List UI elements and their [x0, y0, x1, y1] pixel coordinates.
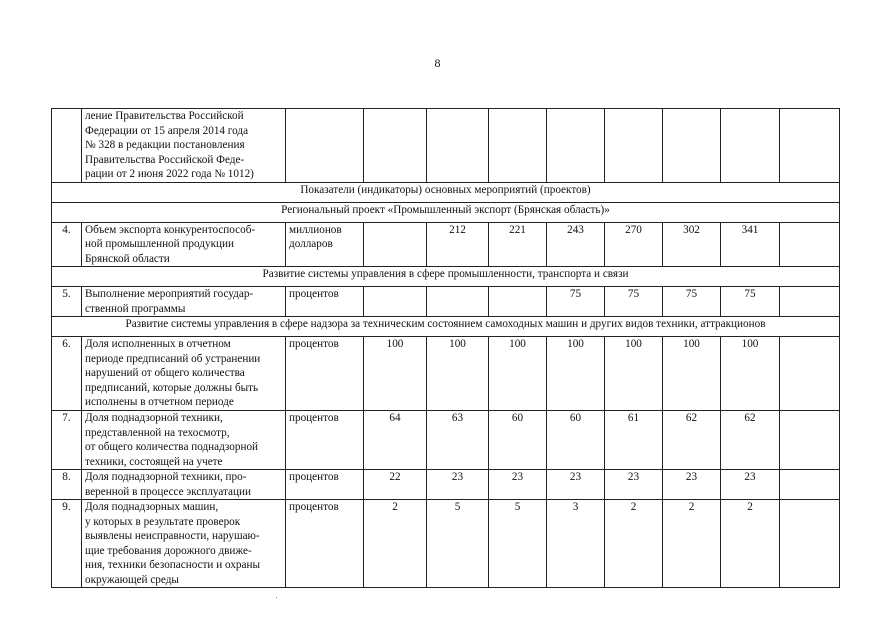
unit [286, 222, 364, 267]
value-cell: 270 [605, 222, 663, 267]
section-indicators: Показатели (индикаторы) основных мероприятий (проектов) [52, 182, 840, 202]
value-cell: 23 [605, 470, 663, 500]
name-line: Доля поднадзорной техники, про- [85, 471, 247, 483]
scan-speck [276, 597, 277, 598]
row-number: 9. [52, 500, 82, 588]
value-cell: 100 [721, 337, 780, 411]
value-cell: 60 [489, 411, 547, 470]
cell-value [427, 109, 489, 183]
value-cell: 61 [605, 411, 663, 470]
section-row [52, 317, 840, 337]
value-cell: 23 [489, 470, 547, 500]
value-cell: 5 [489, 500, 547, 588]
value-cell: 75 [547, 287, 605, 317]
name-line: ственной программы [85, 302, 186, 315]
unit [286, 287, 364, 317]
value-cell: 100 [427, 337, 489, 411]
unit-line: долларов [289, 238, 333, 250]
value-cell: 221 [489, 222, 547, 267]
name-line: Объем экспорта конкурентоспособ- [85, 223, 256, 236]
continuation-text [82, 109, 286, 183]
value-cell: 2 [364, 500, 427, 588]
value-cell: 23 [547, 470, 605, 500]
name-line: щие требования дорожного движе- [85, 544, 252, 557]
value-cell [780, 222, 840, 267]
name-line: техники, состоящей на учете [85, 455, 223, 468]
value-cell: 75 [663, 287, 721, 317]
value-cell: 3 [547, 500, 605, 588]
continuation-line: Федерации от 15 апреля 2014 года [85, 124, 249, 137]
value-cell: 341 [721, 222, 780, 267]
value-cell: 2 [663, 500, 721, 588]
indicator-name [82, 500, 286, 588]
value-cell: 100 [547, 337, 605, 411]
indicator-name [82, 470, 286, 500]
cell-num [52, 109, 82, 183]
value-cell: 62 [721, 411, 780, 470]
section-supervision: Развитие системы управления в сфере надзора за техническим состоянием самоходных машин и других видов техники, аттракционов [52, 317, 840, 337]
continuation-line: № 328 в редакции постановления [85, 139, 245, 151]
value-cell: 22 [364, 470, 427, 500]
value-cell [364, 287, 427, 317]
name-line: выявлены неисправности, нарушаю- [85, 530, 260, 542]
value-cell: 75 [721, 287, 780, 317]
value-cell [780, 500, 840, 588]
row-number: 8. [52, 470, 82, 500]
value-cell: 23 [721, 470, 780, 500]
value-cell [780, 411, 840, 470]
value-cell [780, 337, 840, 411]
name-line: веренной в процессе эксплуатации [85, 485, 251, 498]
name-line: предписаний, которые должны быть [85, 381, 259, 394]
cell-value [780, 109, 840, 183]
section-regional-project: Региональный проект «Промышленный экспорт (Брянская область)» [52, 202, 840, 222]
table-row [52, 411, 840, 470]
section-row [52, 182, 840, 202]
name-line: Выполнение мероприятий государ- [85, 288, 254, 300]
value-cell: 100 [663, 337, 721, 411]
cell-value [721, 109, 780, 183]
name-line: у которых в результате проверок [85, 515, 241, 528]
value-cell: 63 [427, 411, 489, 470]
name-line: исполнены в отчетном периоде [85, 396, 234, 408]
name-line: Доля поднадзорных машин, [85, 501, 219, 513]
cell-value [364, 109, 427, 183]
row-number: 5. [52, 287, 82, 317]
name-line: представленной на техосмотр, [85, 426, 230, 439]
cell-value [605, 109, 663, 183]
name-line: Доля исполненных в отчетном [85, 338, 231, 350]
value-cell [364, 222, 427, 267]
row-number: 4. [52, 222, 82, 267]
unit [286, 337, 364, 411]
unit-line: процентов [289, 338, 339, 350]
table-row [52, 287, 840, 317]
page-number: 8 [434, 56, 441, 70]
cell-value [547, 109, 605, 183]
value-cell: 23 [663, 470, 721, 500]
name-line: ния, техники безопасности и охраны [85, 559, 260, 571]
indicator-name [82, 411, 286, 470]
cell-value [489, 109, 547, 183]
value-cell: 302 [663, 222, 721, 267]
value-cell: 2 [721, 500, 780, 588]
row-number: 7. [52, 411, 82, 470]
value-cell: 64 [364, 411, 427, 470]
value-cell: 243 [547, 222, 605, 267]
table-row [52, 222, 840, 267]
value-cell: 62 [663, 411, 721, 470]
indicator-name [82, 287, 286, 317]
name-line: ной промышленной продукции [85, 238, 234, 250]
name-line: от общего количества поднадзорной [85, 441, 259, 453]
unit [286, 411, 364, 470]
value-cell: 100 [364, 337, 427, 411]
table-row [52, 500, 840, 588]
name-line: окружающей среды [85, 573, 179, 586]
value-cell: 212 [427, 222, 489, 267]
name-line: Брянской области [85, 252, 170, 265]
value-cell [780, 287, 840, 317]
unit [286, 470, 364, 500]
continuation-row [52, 109, 840, 183]
value-cell: 75 [605, 287, 663, 317]
value-cell: 23 [427, 470, 489, 500]
cell-unit [286, 109, 364, 183]
value-cell: 60 [547, 411, 605, 470]
value-cell [780, 470, 840, 500]
unit-line: процентов [289, 288, 339, 300]
value-cell: 2 [605, 500, 663, 588]
section-row [52, 267, 840, 287]
name-line: Доля поднадзорной техники, [85, 412, 223, 424]
continuation-line: Правительства Российской Феде- [85, 153, 245, 166]
unit-line: процентов [289, 501, 339, 513]
continuation-line: рации от 2 июня 2022 года № 1012) [85, 168, 254, 180]
unit-line: миллионов [289, 223, 342, 236]
table-row [52, 337, 840, 411]
unit [286, 500, 364, 588]
unit-line: процентов [289, 471, 339, 483]
name-line: периоде предписаний об устранении [85, 352, 261, 365]
table-row [52, 470, 840, 500]
name-line: нарушений от общего количества [85, 367, 245, 379]
continuation-line: ление Правительства Российской [85, 110, 244, 122]
value-cell [427, 287, 489, 317]
value-cell: 5 [427, 500, 489, 588]
indicator-name [82, 222, 286, 267]
section-industry: Развитие системы управления в сфере промышленности, транспорта и связи [52, 267, 840, 287]
value-cell: 100 [489, 337, 547, 411]
row-number: 6. [52, 337, 82, 411]
indicator-name [82, 337, 286, 411]
indicators-table [51, 108, 840, 588]
value-cell [489, 287, 547, 317]
cell-value [663, 109, 721, 183]
section-row [52, 202, 840, 222]
unit-line: процентов [289, 412, 339, 424]
value-cell: 100 [605, 337, 663, 411]
